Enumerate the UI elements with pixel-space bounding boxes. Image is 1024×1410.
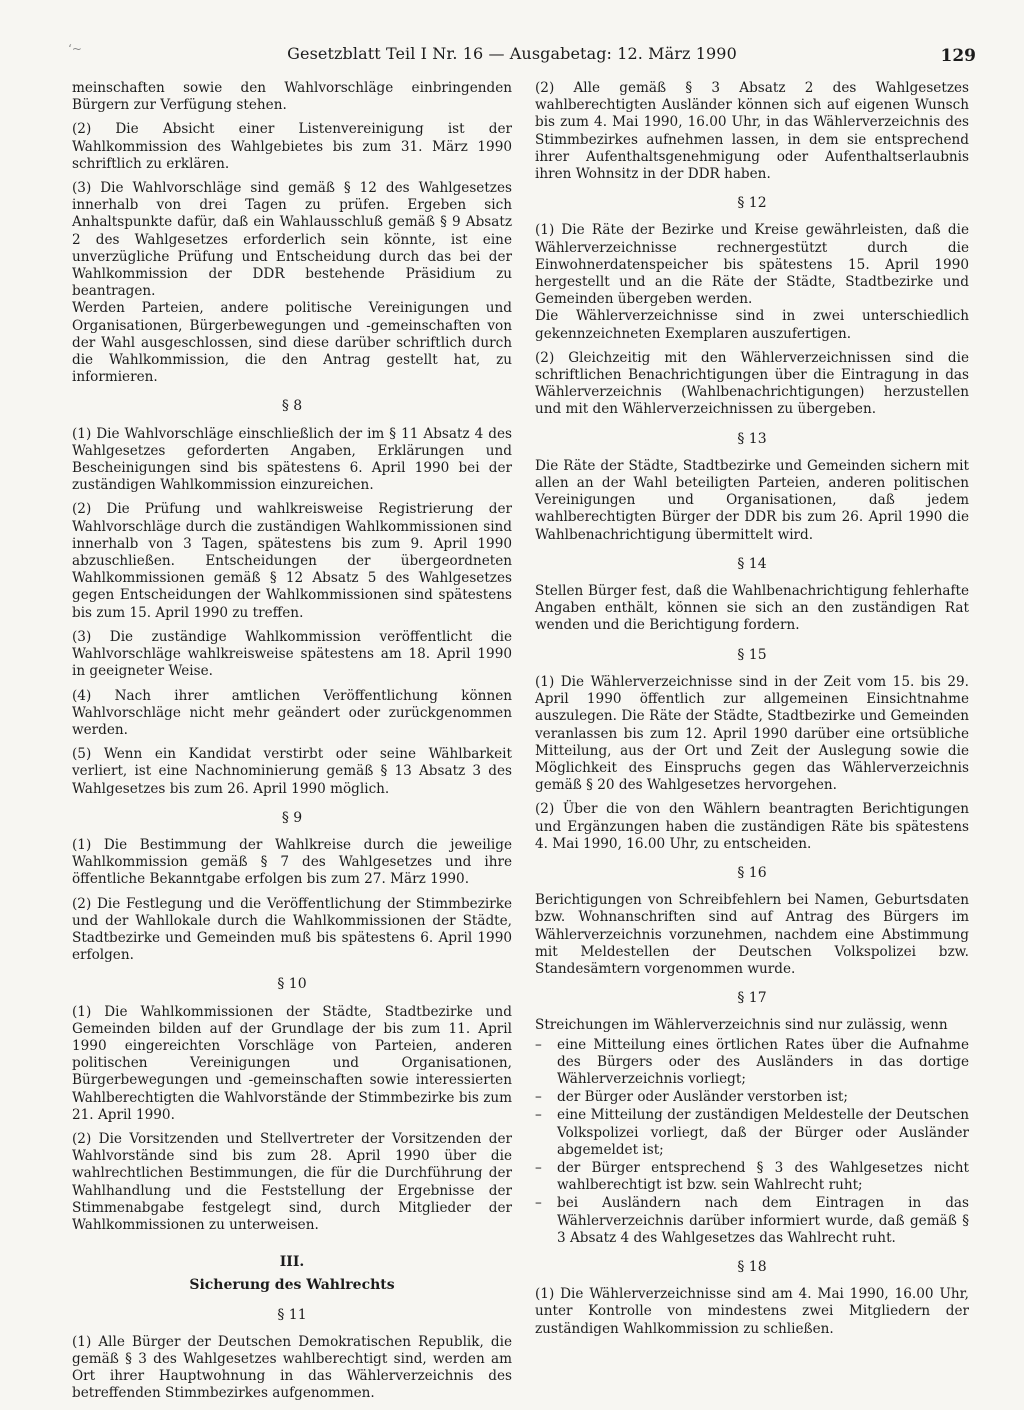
list-item: – eine Mitteilung der zuständigen Meldestelle der Deutschen Volkspolizei vorliegt, daß der Bürger oder Ausländer abgemeldet ist; [535,1107,969,1158]
paragraph: (2) Alle gemäß § 3 Absatz 2 des Wahlgesetzes wahlberechtigten Ausländer können sich auf eigenen Wunsch bis zum 4. Mai 1990, 16.00 Uhr, in das Wählerverzeichnis des Stimmbezirkes aufnehmen lassen, in dem sie entsprechend ihrer Aufenthaltsgenehmigung oder Aufenthaltserlaubnis ihren Wohnsitz in der DDR haben. [535,80,969,183]
section-heading-17: § 17 [737,990,767,1007]
paragraph: meinschaften sowie den Wahlvorschläge einbringenden Bürgern zur Verfügung stehen. [72,80,512,114]
right-column [535,80,969,1345]
paragraph: (1) Die Wählerverzeichnisse sind am 4. Mai 1990, 16.00 Uhr, unter Kontrolle von mindestens zwei Mitgliedern der zuständigen Wahlkommission zu schließen. [535,1286,969,1337]
paragraph: (2) Über die von den Wählern beantragten Berichtigungen und Ergänzungen haben die zuständigen Räte bis spätestens 4. Mai 1990, 16.00 Uhr, zu entscheiden. [535,801,969,852]
paragraph: (3) Die zuständige Wahlkommission veröffentlicht die Wahlvorschläge wahlkreisweise spätestens am 18. April 1990 in geeigneter Weise. [72,628,512,680]
chapter-title: Sicherung des Wahlrechts [189,1277,395,1294]
paragraph: (2) Gleichzeitig mit den Wählerverzeichnissen sind die schriftlichen Benachrichtigungen über die Eintragung in das Wählerverzeichnis (Wahlbenachrichtigungen) herzustellen und mit den Wählerverzeichnissen zu übergeben. [535,349,969,418]
list-item: – bei Ausländern nach dem Eintragen in das Wählerverzeichnis darüber informiert wurde, daß gemäß § 3 Absatz 4 des Wahlgesetzes das Wahlrecht ruht. [535,1195,969,1246]
corner-mark: ‘~ [68,42,82,56]
dash-bullet: – [535,1159,542,1176]
paragraph: (3) Die Wahlvorschläge sind gemäß § 12 des Wahlgesetzes innerhalb von drei Tagen zu prüfen. Ergeben sich Anhaltspunkte dafür, daß ein Wahlausschluß gemäß § 9 Absatz 2 des Wahlgesetzes erforderlich sein könnte, ist eine unverzügliche Prüfung und Entscheidung durch das bei der Wahlkommission der DDR bestehende Präsidium zu beantragen. [72,180,512,300]
paragraph: (5) Wenn ein Kandidat verstirbt oder seine Wählbarkeit verliert, ist eine Nachnominierung gemäß § 13 Absatz 3 des Wahlgesetzes bis zum 26. April 1990 möglich. [72,746,512,797]
paragraph: (1) Alle Bürger der Deutschen Demokratischen Republik, die gemäß § 3 des Wahlgesetzes wahlberechtigt sind, werden am Ort ihrer Hauptwohnung in das Wählerverzeichnis des betreffenden Stimmbezirkes aufgenommen. [72,1333,512,1402]
condition-list [535,1037,969,1247]
page-header [0,0,1024,80]
list-item: – der Bürger oder Ausländer verstorben ist; [535,1089,848,1106]
paragraph: (1) Die Wählerverzeichnisse sind in der Zeit vom 15. bis 29. April 1990 öffentlich zur allgemeinen Einsichtnahme auszulegen. Die Räte der Städte, Stadtbezirke und Gemeinden veranlassen bis zum 12. April 1990 darüber eine ortsübliche Mitteilung, aus der Ort und Zeit der Auslegung sowie die Möglichkeit des Einspruchs gegen das Wählerverzeichnis gemäß § 20 des Wahlgesetzes hervorgehen. [535,673,969,794]
paragraph: (2) Die Prüfung und wahlkreisweise Registrierung der Wahlvorschläge durch die zuständigen Wahlkommissionen sind innerhalb von 3 Tagen, spätestens bis zum 9. April 1990 abzuschließen. Entscheidungen der übergeordneten Wahlkommissionen gemäß § 12 Absatz 5 des Wahlgesetzes gegen Entscheidungen der Wahlkommissionen sind spätestens bis zum 15. April 1990 zu treffen. [72,501,512,621]
section-heading-12: § 12 [737,195,767,212]
dash-bullet: – [535,1107,542,1124]
paragraph: (2) Die Festlegung und die Veröffentlichung der Stimmbezirke und der Wahllokale durch die Wahlkommissionen der Städte, Stadtbezirke und Gemeinden muß bis spätestens 6. April 1990 erfolgen. [72,895,512,964]
section-heading-18: § 18 [737,1258,767,1275]
paragraph: (2) Die Absicht einer Listenvereinigung ist der Wahlkommission des Wahlgebietes bis zum 31. März 1990 schriftlich zu erklären. [72,121,512,172]
paragraph: (1) Die Wahlvorschläge einschließlich der im § 11 Absatz 4 des Wahlgesetzes geforderten Angaben, Erklärungen und Bescheinigungen sind bis spätestens 6. April 1990 bei der zuständigen Wahlkommission einzureichen. [72,425,512,494]
left-column [72,80,512,1410]
section-heading-16: § 16 [737,864,767,881]
dash-bullet: – [535,1195,542,1212]
paragraph: Stellen Bürger fest, daß die Wahlbenachrichtigung fehlerhafte Angaben enthält, können sie sich an den zuständigen Rat wenden und die Berichtigung fordern. [535,583,969,634]
section-heading-14: § 14 [737,555,767,572]
section-heading-9: § 9 [281,809,303,826]
paragraph: (4) Nach ihrer amtlichen Veröffentlichung können Wahlvorschläge nicht mehr geändert oder zurückgenommen werden. [72,687,512,738]
header-title: Gesetzblatt Teil I Nr. 16 — Ausgabetag: 12. März 1990 [287,44,737,63]
paragraph: Streichungen im Wählerverzeichnis sind nur zulässig, wenn [535,1017,948,1034]
paragraph: Die Räte der Städte, Stadtbezirke und Gemeinden sichern mit allen an der Wahl beteiligten Parteien, anderen politischen Vereinigungen und Organisationen, daß jedem wahlberechtigten Bürger der DDR bis zum 26. April 1990 die Wahlbenachrichtigung übermittelt wird. [535,457,969,543]
section-heading-8: § 8 [281,398,303,415]
paragraph: Werden Parteien, andere politische Vereinigungen und Organisationen, Bürgerbewegungen und -gemeinschaften von der Wahl ausgeschlossen, sind diese darüber schriftlich durch die Wahlkommission, die den Antrag gestellt hat, zu informieren. [72,300,512,386]
paragraph: (1) Die Räte der Bezirke und Kreise gewährleisten, daß die Wählerverzeichnisse rechnergestützt durch die Einwohnerdatenspeicher bis spätestens 15. April 1990 hergestellt und an die Räte der Städte, Stadtbezirke und Gemeinden übergeben werden. [535,222,969,308]
dash-bullet: – [535,1036,542,1053]
section-heading-13: § 13 [737,430,767,447]
paragraph: Die Wählerverzeichnisse sind in zwei unterschiedlich gekennzeichneten Exemplaren auszufertigen. [535,308,969,342]
section-heading-11: § 11 [277,1306,307,1323]
paragraph: Berichtigungen von Schreibfehlern bei Namen, Geburtsdaten bzw. Wohnanschriften sind auf Antrag des Bürgers im Wählerverzeichnis vorzunehmen, nachdem eine Abstimmung mit Meldestellen der Deutschen Volkspolizei bzw. Standesämtern vorgenommen wurde. [535,892,969,977]
paragraph: (1) Die Bestimmung der Wahlkreise durch die jeweilige Wahlkommission gemäß § 7 des Wahlgesetzes und ihre öffentliche Bekanntgabe erfolgen bis zum 27. März 1990. [72,836,512,888]
paragraph: (1) Die Wahlkommissionen der Städte, Stadtbezirke und Gemeinden bilden auf der Grundlage der bis zum 11. April 1990 eingereichten Vorschläge von Parteien, anderen politischen Vereinigungen und Organisationen, Bürgerbewegungen und -gemeinschaften sowie interessierten Wahlberechtigten die Wahlvorstände der Stimmbezirke bis zum 21. April 1990. [72,1003,512,1123]
section-heading-15: § 15 [737,646,767,663]
paragraph: (2) Die Vorsitzenden und Stellvertreter der Vorsitzenden der Wahlvorstände sind bis zum 28. April 1990 über die wahlrechtlichen Bestimmungen, die für die Durchführung der Wahlhandlung und die Feststellung der Ergebnisse der Stimmenabgabe festgelegt sind, durch Mitglieder der Wahlkommissionen zu unterweisen. [72,1130,512,1233]
chapter-number: III. [279,1254,305,1271]
page-number: 129 [940,46,976,66]
list-item: – eine Mitteilung eines örtlichen Rates über die Aufnahme des Bürgers oder des Ausländers in das dortige Wählerverzeichnis vorliegt; [535,1036,969,1087]
list-item: – der Bürger entsprechend § 3 des Wahlgesetzes nicht wahlberechtigt ist bzw. sein Wahlrecht ruht; [535,1159,969,1194]
dash-bullet: – [535,1089,542,1106]
section-heading-10: § 10 [277,976,307,993]
